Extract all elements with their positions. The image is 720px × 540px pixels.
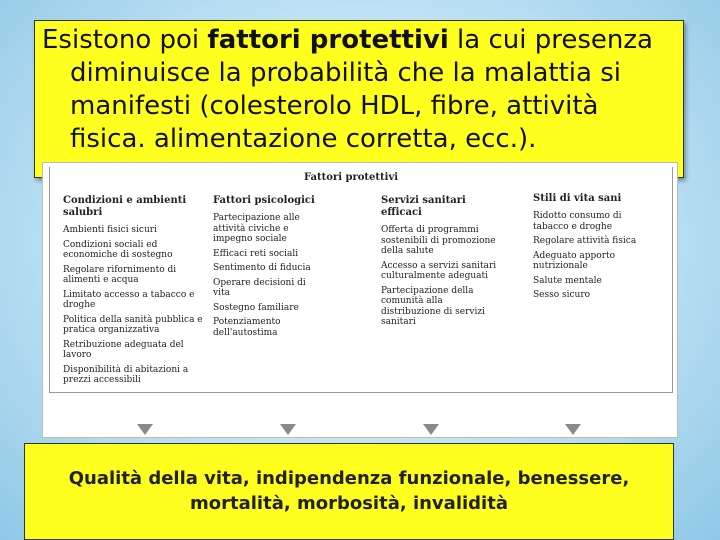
- figure-title: Fattori protettivi: [301, 172, 401, 183]
- column-heading: Stili di vita sani: [533, 193, 622, 204]
- column-item: Partecipazione della comunità alla distribuzione di servizi sanitari: [381, 285, 485, 327]
- protective-factors-figure: [42, 162, 678, 438]
- column-item: Accesso a servizi sanitari culturalmente adeguati: [381, 260, 497, 281]
- column-heading: Condizioni e ambienti salubri: [63, 195, 187, 218]
- column-item: Ambienti fisici sicuri: [63, 225, 157, 235]
- column-item: Operare decisioni di vita: [213, 277, 306, 298]
- column-item: Condizioni sociali ed economiche di sostegno: [63, 239, 173, 260]
- column-heading: Fattori psicologici: [213, 195, 315, 206]
- outcome-line-2: mortalità, morbosità, invalidità: [190, 493, 508, 514]
- down-arrow-icon: [137, 424, 153, 435]
- column-health-services: [381, 195, 499, 332]
- column-item: Sentimento di fiducia: [213, 263, 311, 273]
- column-item: Regolare attività fisica: [533, 236, 637, 246]
- column-item: Limitato accesso a tabacco e droghe: [63, 289, 195, 310]
- intro-text-start: Esistono poi: [42, 25, 208, 55]
- outcome-line-1: Qualità della vita, indipendenza funzionale, benessere,: [68, 468, 630, 489]
- column-lifestyles: [533, 193, 658, 305]
- column-item: Politica della sanità pubblica e pratica organizzativa: [63, 314, 203, 335]
- column-item: Offerta di programmi sostenibili di promozione della salute: [381, 225, 496, 256]
- column-item: Partecipazione alle attività civiche e impegno sociale: [213, 213, 300, 244]
- column-item: Sostegno familiare: [213, 302, 299, 313]
- column-item: Disponibilità di abitazioni a prezzi accessibili: [63, 364, 189, 385]
- down-arrow-icon: [423, 424, 439, 435]
- column-item: Salute mentale: [533, 275, 602, 286]
- column-environment: [63, 195, 203, 390]
- column-item: Regolare rifornimento di alimenti e acqua: [63, 264, 177, 285]
- column-heading: Servizi sanitari efficaci: [381, 195, 466, 218]
- column-item: Potenziamento dell'autostima: [213, 317, 281, 338]
- intro-text: [42, 24, 682, 156]
- intro-highlight: fattori protettivi: [207, 25, 449, 55]
- outcome-text: [24, 466, 674, 516]
- intro-text-rest: la cui presenza diminuisce la probabilità che la malattia si manifesti (colesterolo HDL, fibre, attività fisica. alimentazione corretta, ecc.).: [70, 25, 653, 154]
- down-arrow-icon: [280, 424, 296, 435]
- down-arrow-icon: [565, 424, 581, 435]
- column-item: Ridotto consumo di tabacco e droghe: [533, 211, 622, 232]
- column-item: Efficaci reti sociali: [213, 248, 299, 259]
- column-item: Adeguato apporto nutrizionale: [533, 250, 616, 271]
- column-item: Retribuzione adeguata del lavoro: [63, 339, 184, 360]
- column-psychological: [213, 195, 318, 342]
- column-item: Sesso sicuro: [533, 290, 591, 300]
- arrow-row: [0, 424, 720, 438]
